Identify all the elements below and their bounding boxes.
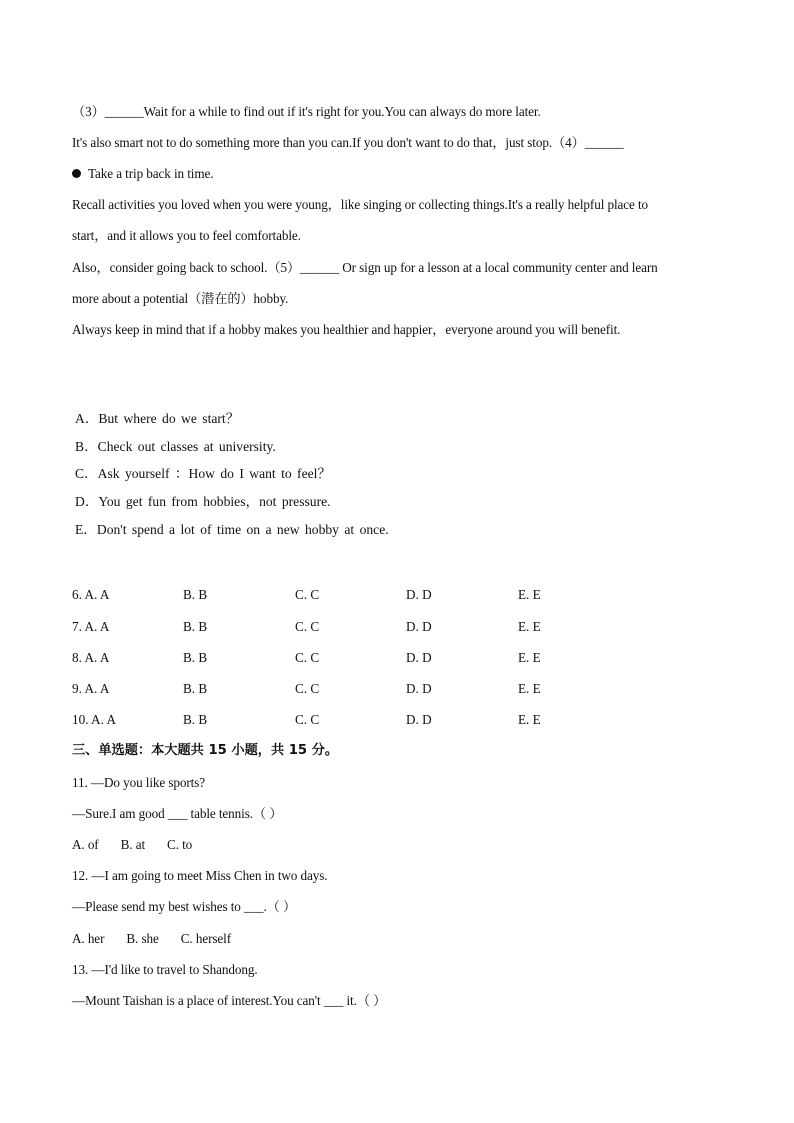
passage-line-7: more about a potential（潜在的）hobby. — [72, 291, 289, 306]
answer-choice[interactable]: E. E — [518, 712, 541, 727]
answer-choice[interactable]: C. C — [295, 650, 320, 665]
bullet-icon — [72, 169, 81, 178]
answer-choice[interactable]: E. E — [518, 650, 541, 665]
answer-choice[interactable]: 6. A. A — [72, 587, 110, 602]
answer-choice[interactable]: E. E — [518, 587, 541, 602]
answer-choice[interactable]: E. E — [518, 619, 541, 634]
answer-choice[interactable]: 10. A. A — [72, 712, 116, 727]
choice-c[interactable]: C. herself — [180, 931, 232, 946]
answer-choice[interactable]: D. D — [406, 619, 432, 634]
answer-row-7 — [72, 619, 632, 635]
answer-choice[interactable]: C. C — [295, 619, 320, 634]
answer-choice[interactable]: D. D — [406, 681, 432, 696]
answer-choice[interactable]: D. D — [406, 650, 432, 665]
passage-line-5: start，and it allows you to feel comfortable. — [72, 228, 301, 243]
choice-b[interactable]: B. she — [126, 931, 159, 946]
answer-choice[interactable]: B. B — [183, 681, 208, 696]
question-13-prompt: 13. —I'd like to travel to Shandong. — [72, 962, 258, 977]
answer-choice[interactable]: C. C — [295, 681, 320, 696]
answer-row-6 — [72, 587, 632, 603]
option-c: C．Ask yourself ：How do I want to feel？ — [75, 466, 332, 481]
answer-choice[interactable]: 8. A. A — [72, 650, 110, 665]
passage-bullet-line — [72, 166, 213, 182]
passage-line-6: Also，consider going back to school.（5）______ Or sign up for a lesson at a local community center and learn — [72, 260, 658, 275]
option-d: D．You get fun from hobbies，not pressure. — [75, 494, 331, 509]
question-12-prompt: 12. —I am going to meet Miss Chen in two days. — [72, 868, 328, 883]
passage-line-4: Recall activities you loved when you were young，like singing or collecting things.It's a really helpful place to — [72, 197, 649, 212]
answer-choice[interactable]: 7. A. A — [72, 619, 110, 634]
bullet-heading: Take a trip back in time. — [88, 166, 214, 181]
question-11-reply: —Sure.I am good ___ table tennis.（ ） — [72, 806, 283, 821]
answer-row-8 — [72, 650, 632, 666]
option-a: A．But where do we start？ — [75, 411, 240, 426]
answer-row-10 — [72, 712, 632, 728]
passage-line-2: It's also smart not to do something more than you can.If you don't want to do that，just stop.（4）______ — [72, 135, 624, 150]
choice-b[interactable]: B. at — [120, 837, 146, 852]
answer-choice[interactable]: D. D — [406, 587, 432, 602]
option-e: E．Don't spend a lot of time on a new hobby at once. — [75, 522, 389, 537]
answer-choice[interactable]: B. B — [183, 587, 208, 602]
choice-c[interactable]: C. to — [167, 837, 193, 852]
question-11-choices — [72, 837, 214, 853]
question-13-reply: —Mount Taishan is a place of interest.You can't ___ it.（ ） — [72, 993, 387, 1008]
answer-choice[interactable]: D. D — [406, 712, 432, 727]
answer-choice[interactable]: C. C — [295, 587, 320, 602]
choice-a[interactable]: A. her — [72, 931, 105, 946]
question-12-choices — [72, 931, 253, 947]
answer-choice[interactable]: B. B — [183, 712, 208, 727]
answer-choice[interactable]: B. B — [183, 619, 208, 634]
answer-choice[interactable]: C. C — [295, 712, 320, 727]
answer-choice[interactable]: E. E — [518, 681, 541, 696]
option-b: B．Check out classes at university. — [75, 439, 276, 454]
answer-row-9 — [72, 681, 632, 697]
section-heading: 三、单选题：本大题共 15 小题，共 15 分。 — [72, 743, 339, 758]
answer-choice[interactable]: 9. A. A — [72, 681, 110, 696]
question-12-reply: —Please send my best wishes to ___.（ ） — [72, 899, 297, 914]
passage-line-1: （3）______Wait for a while to find out if it's right for you.You can always do more later. — [72, 104, 541, 119]
question-11-prompt: 11. —Do you like sports? — [72, 775, 206, 790]
passage-line-8: Always keep in mind that if a hobby makes you healthier and happier，everyone around you will benefit. — [72, 322, 621, 337]
choice-a[interactable]: A. of — [72, 837, 99, 852]
answer-choice[interactable]: B. B — [183, 650, 208, 665]
